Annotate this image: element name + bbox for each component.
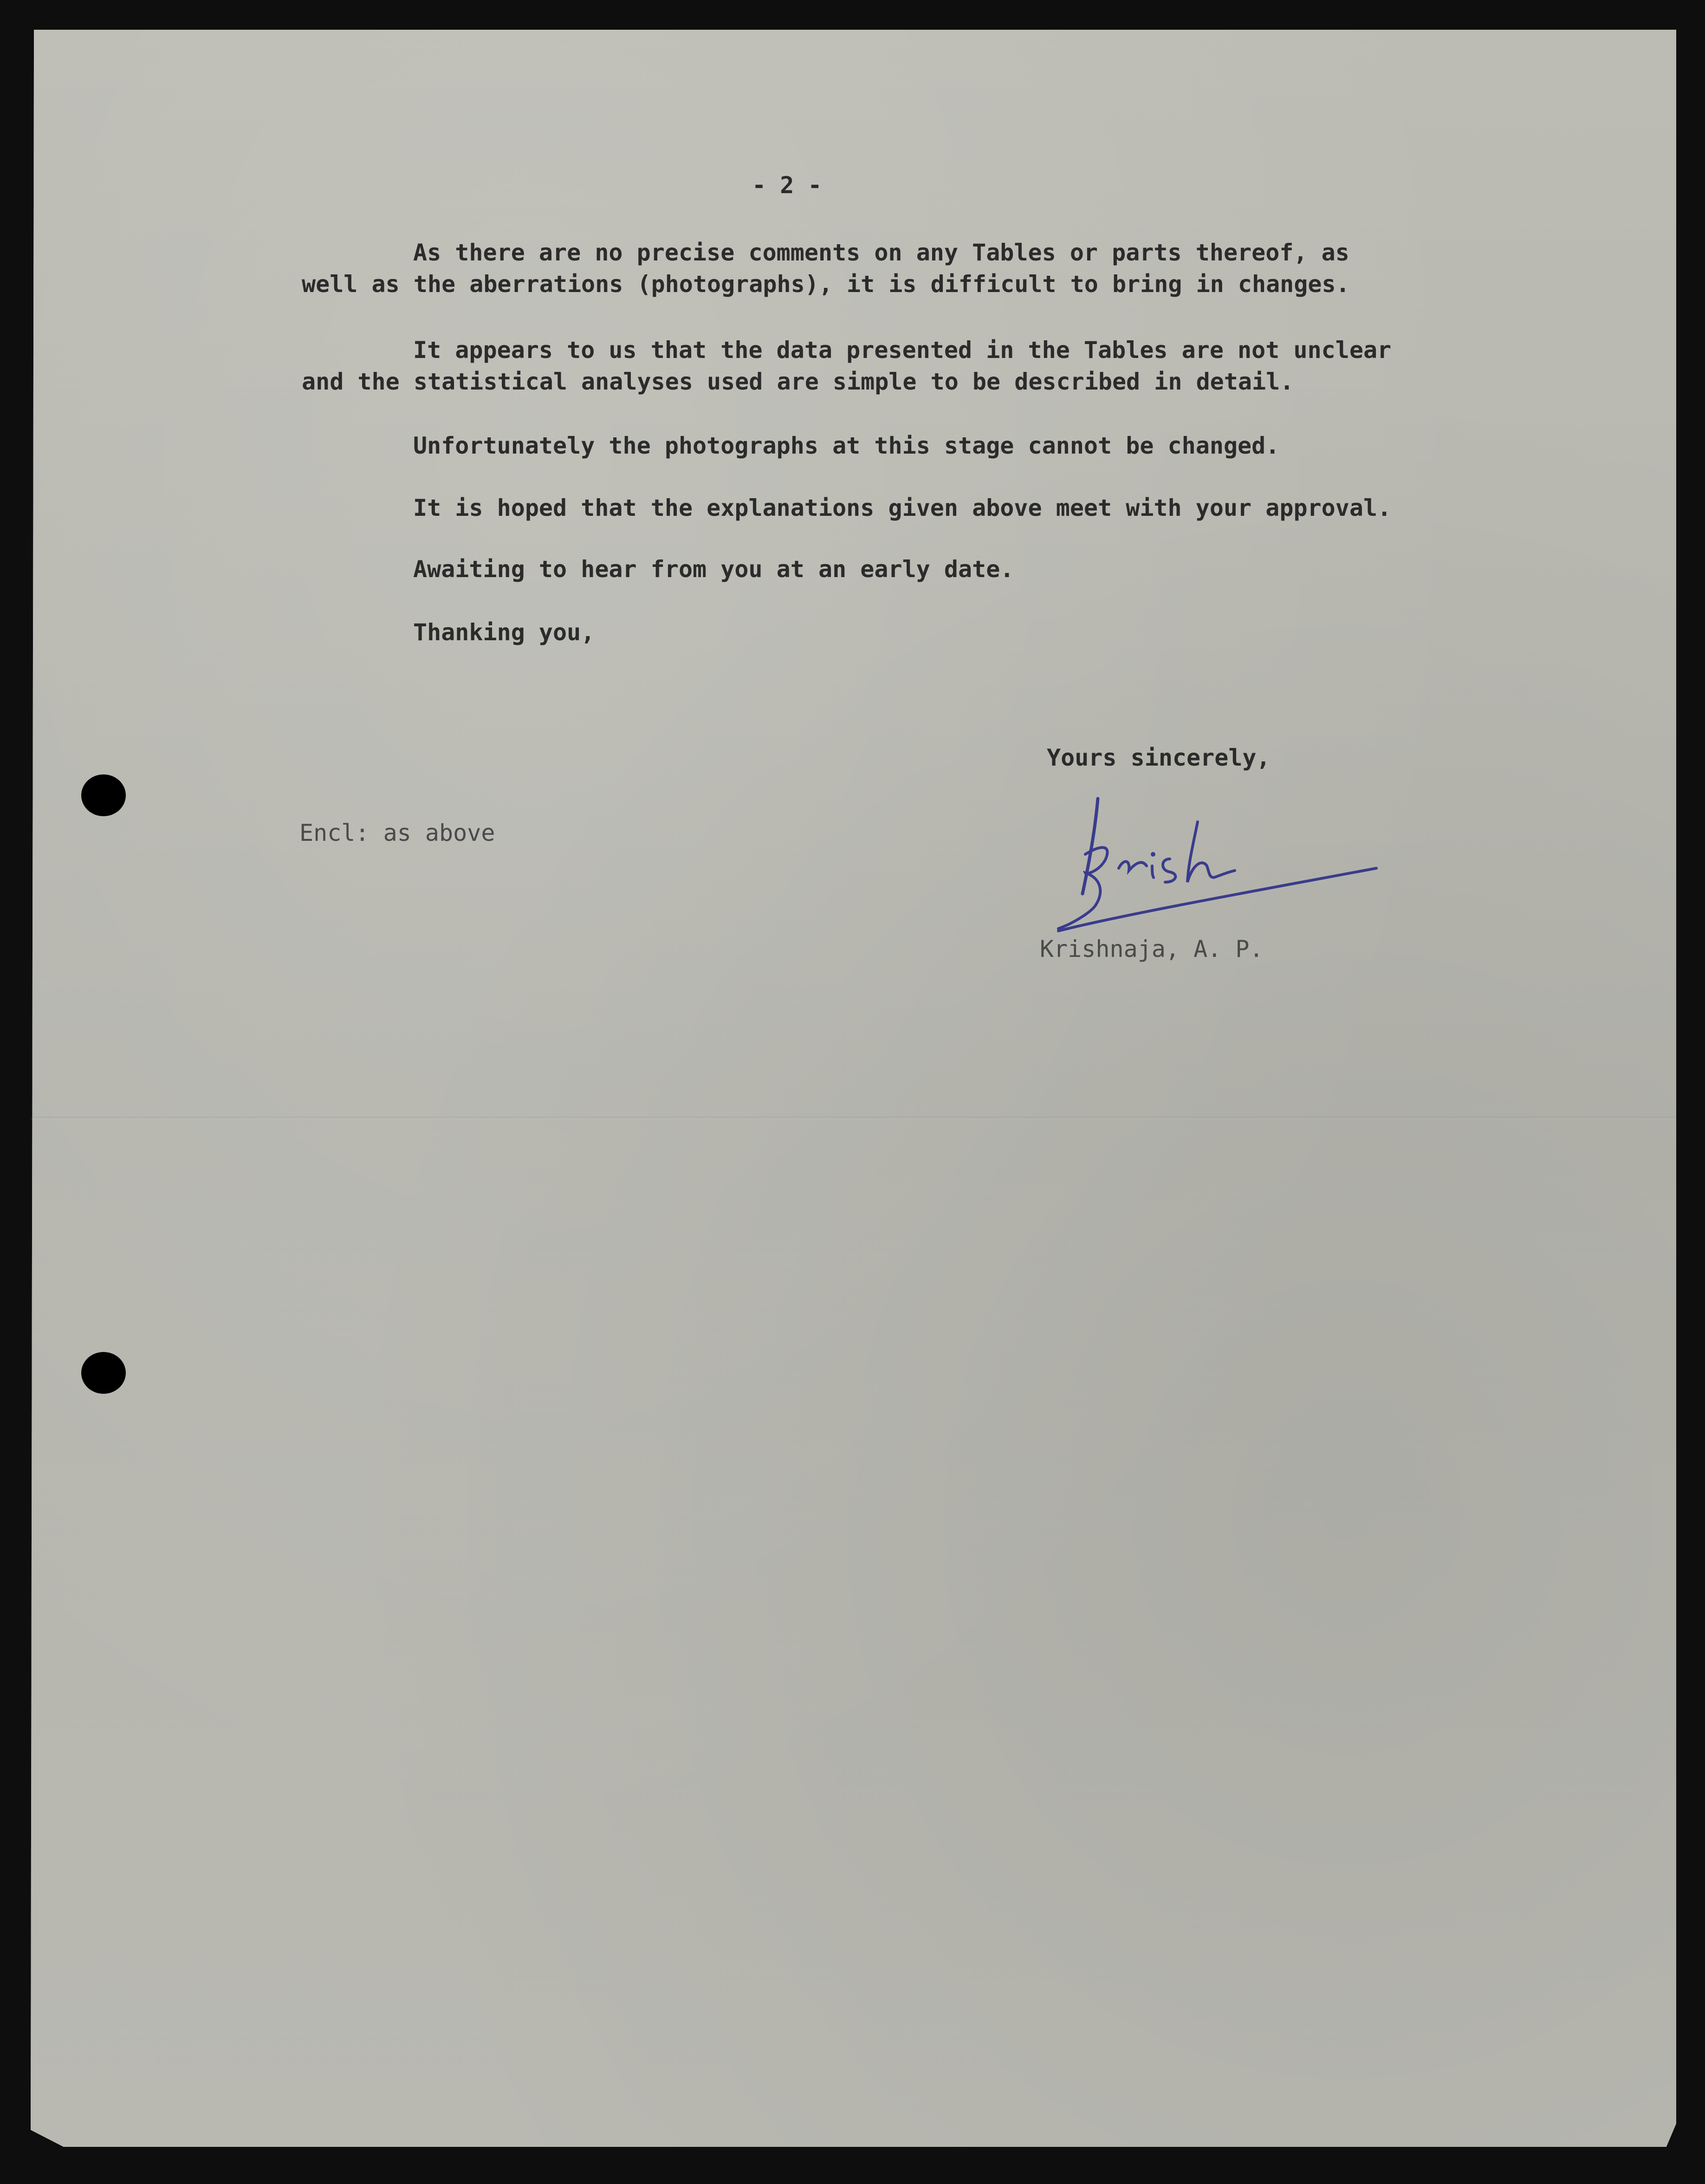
punch-hole-top [81,774,126,816]
paragraph-1-line-2: well as the aberrations (photographs), it is difficult to bring in changes. [302,271,1350,298]
punch-hole-bottom [81,1352,126,1394]
paragraph-4: It is hoped that the explanations given above meet with your approval. [413,494,1392,521]
enclosure-note: Encl: as above [299,819,495,846]
signatory-name: Krishnaja, A. P. [1040,936,1264,962]
paragraph-2-line-1: It appears to us that the data presented in the Tables are not unclear [413,337,1392,364]
handwritten-signature [1031,789,1393,947]
paragraph-3: Unfortunately the photographs at this stage cannot be changed. [413,432,1280,459]
paragraph-1-line-1: As there are no precise comments on any Tables or parts thereof, as [413,239,1349,266]
paragraph-6: Thanking you, [413,619,595,646]
closing-salutation: Yours sincerely, [1047,744,1271,771]
paper-fold-line [31,1117,1676,1119]
page-number: - 2 - [752,172,822,199]
paragraph-2-line-2: and the statistical analyses used are simple to be described in detail. [302,368,1294,395]
paragraph-5: Awaiting to hear from you at an early date. [413,556,1014,583]
